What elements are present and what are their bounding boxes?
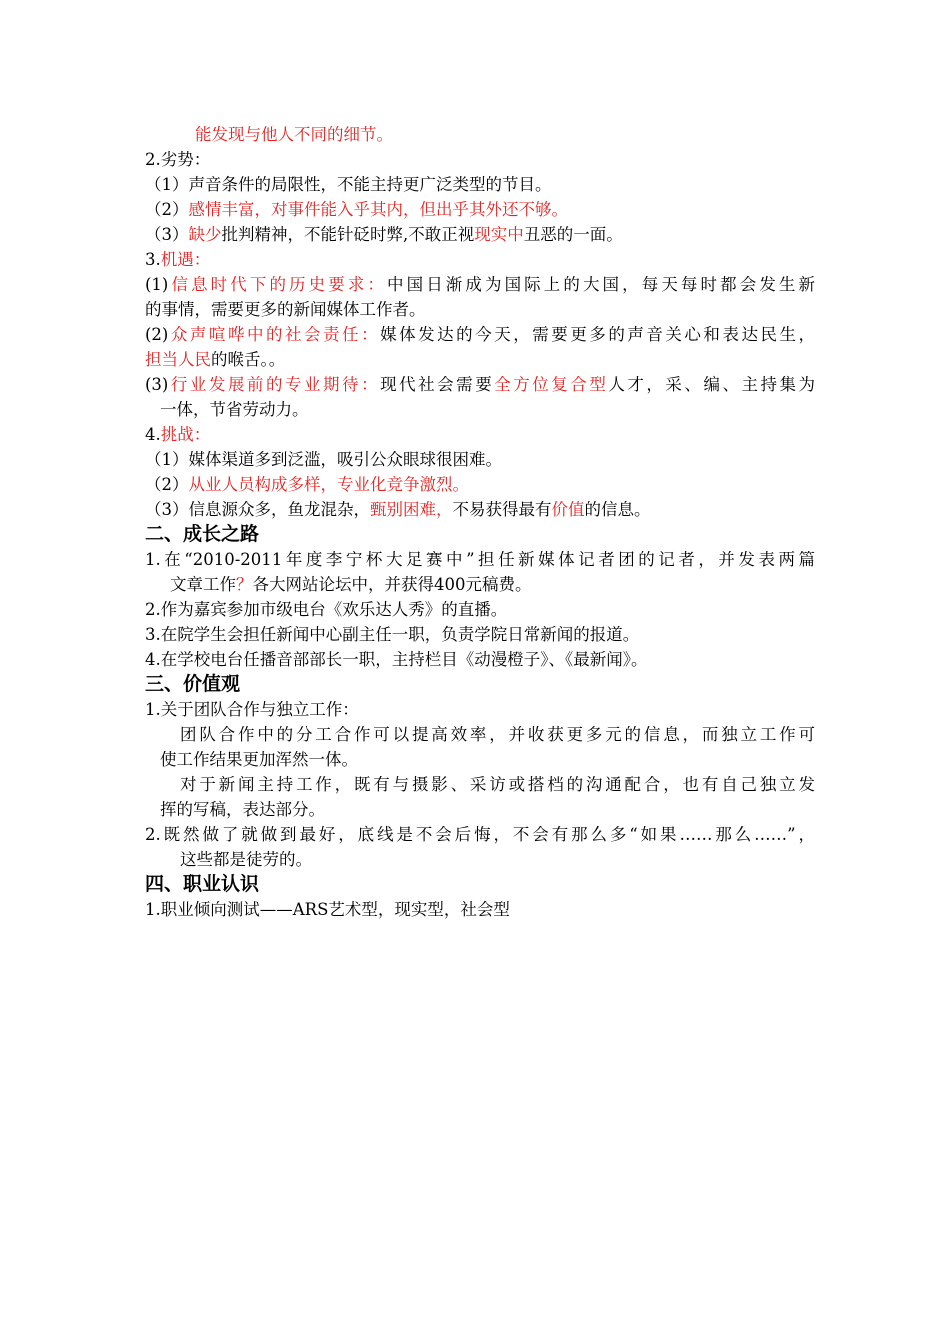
text-segment: (1) <box>145 275 169 294</box>
text-line <box>160 797 815 822</box>
section-heading <box>145 872 950 897</box>
text-line <box>160 397 815 422</box>
text-segment: 媒体发达的今天，需要更多的声音关心和表达民生， <box>380 325 816 344</box>
highlighted-text: 挑战： <box>160 425 211 444</box>
text-segment: （3） <box>145 225 189 244</box>
text-line <box>145 222 815 247</box>
text-line <box>145 322 815 347</box>
text-line <box>145 472 815 497</box>
text-line <box>180 847 815 872</box>
text-line <box>145 272 815 297</box>
highlighted-text: 缺少 <box>188 225 222 244</box>
highlighted-text: 从业人员构成多样，专业化竞争激烈。 <box>188 475 469 494</box>
text-segment: （1）媒体渠道多到泛滥，吸引公众眼球很困难。 <box>145 450 502 469</box>
highlighted-text: 机遇： <box>160 250 211 269</box>
text-segment: 三、价值观 <box>145 673 241 695</box>
text-line <box>145 147 815 172</box>
text-line <box>145 547 815 572</box>
section-heading <box>145 522 950 547</box>
text-segment: （3）信息源众多，鱼龙混杂， <box>145 500 370 519</box>
text-segment: 现代社会需要 <box>380 375 495 394</box>
text-segment: 的喉舌。。 <box>211 350 286 369</box>
text-segment: 批判精神，不能针砭时弊,不敢正视 <box>221 225 475 244</box>
text-segment: （2） <box>145 475 189 494</box>
text-segment: 1.职业倾向测试——ARS艺术型，现实型，社会型 <box>145 900 510 919</box>
text-segment: 4. <box>145 425 161 444</box>
text-segment: 一体，节省劳动力。 <box>160 400 309 419</box>
text-segment: 丑恶的一面。 <box>523 225 623 244</box>
highlighted-text: 能发现与他人不同的细节。 <box>195 125 393 144</box>
text-line <box>145 622 815 647</box>
highlighted-text: 现实中 <box>474 225 524 244</box>
text-segment: 四、职业认识 <box>145 873 260 895</box>
text-line <box>180 772 815 797</box>
text-segment: 对于新闻主持工作，既有与摄影、采访或搭档的沟通配合，也有自己独立发 <box>180 775 815 794</box>
text-segment: 各大网站论坛中，并获得400元稿费。 <box>252 575 532 594</box>
text-segment: 3. <box>145 250 161 269</box>
text-line <box>145 697 815 722</box>
highlighted-text: 信息时代下的历史要求： <box>168 275 388 294</box>
text-line <box>145 197 815 222</box>
text-segment: 的事情，需要更多的新闻媒体工作者。 <box>145 300 426 319</box>
text-line <box>195 122 815 147</box>
text-line <box>145 497 815 522</box>
highlighted-text: 行业发展前的专业期待： <box>168 375 381 394</box>
text-segment: （2） <box>145 200 189 219</box>
text-segment: 1.在“2010-2011年度李宁杯大足赛中”担任新媒体记者团的记者，并发表两篇 <box>145 550 815 569</box>
text-segment: （1）声音条件的局限性，不能主持更广泛类型的节目。 <box>145 175 552 194</box>
highlighted-text: 价值 <box>551 500 585 519</box>
text-line <box>145 447 815 472</box>
text-segment: 3.在院学生会担任新闻中心副主任一职，负责学院日常新闻的报道。 <box>145 625 640 644</box>
text-line <box>145 597 815 622</box>
highlighted-text: 甄别困难， <box>370 500 453 519</box>
text-segment: 2.作为嘉宾参加市级电台《欢乐达人秀》的直播。 <box>145 600 508 619</box>
text-line <box>145 347 815 372</box>
text-segment: 使工作结果更加浑然一体。 <box>160 750 358 769</box>
text-line <box>145 372 815 397</box>
text-segment: 挥的写稿，表达部分。 <box>160 800 325 819</box>
document-page <box>0 122 950 922</box>
text-line <box>160 747 815 772</box>
text-segment: (2) <box>145 325 169 344</box>
highlighted-text: 感情丰富，对事件能入乎其内，但出乎其外还不够。 <box>188 200 568 219</box>
text-segment: 团队合作中的分工合作可以提高效率，并收获更多元的信息，而独立工作可 <box>180 725 815 744</box>
text-line <box>145 647 815 672</box>
text-line <box>180 722 815 747</box>
highlighted-text: 全方位复合型 <box>494 375 609 394</box>
text-line <box>145 422 815 447</box>
text-segment: 2.劣势： <box>145 150 211 169</box>
text-segment: 不易获得最有 <box>452 500 552 519</box>
text-line <box>170 572 815 597</box>
text-segment: 4.在学校电台任播音部部长一职，主持栏目《动漫橙子》、《最新闻》。 <box>145 650 648 669</box>
highlighted-text: 众声喧哗中的社会责任： <box>168 325 381 344</box>
text-segment: 1.关于团队合作与独立工作： <box>145 700 359 719</box>
text-line <box>145 897 815 922</box>
text-segment: 2.既然做了就做到最好，底线是不会后悔，不会有那么多“如果……那么……”， <box>145 825 815 844</box>
text-segment: 这些都是徒劳的。 <box>180 850 312 869</box>
text-line <box>145 172 815 197</box>
text-segment: 中国日渐成为国际上的大国，每天每时都会发生新 <box>387 275 816 294</box>
text-line <box>145 297 815 322</box>
text-segment: (3) <box>145 375 169 394</box>
text-segment: 的信息。 <box>584 500 651 519</box>
text-line <box>145 822 815 847</box>
text-line <box>145 247 815 272</box>
highlighted-text: 担当人民 <box>145 350 211 369</box>
section-heading <box>145 672 950 697</box>
highlighted-text: ？ <box>236 575 253 594</box>
text-segment: 文章工作 <box>170 575 236 594</box>
text-segment: 人才，采、编、主持集为 <box>608 375 816 394</box>
text-segment: 二、成长之路 <box>145 523 260 545</box>
